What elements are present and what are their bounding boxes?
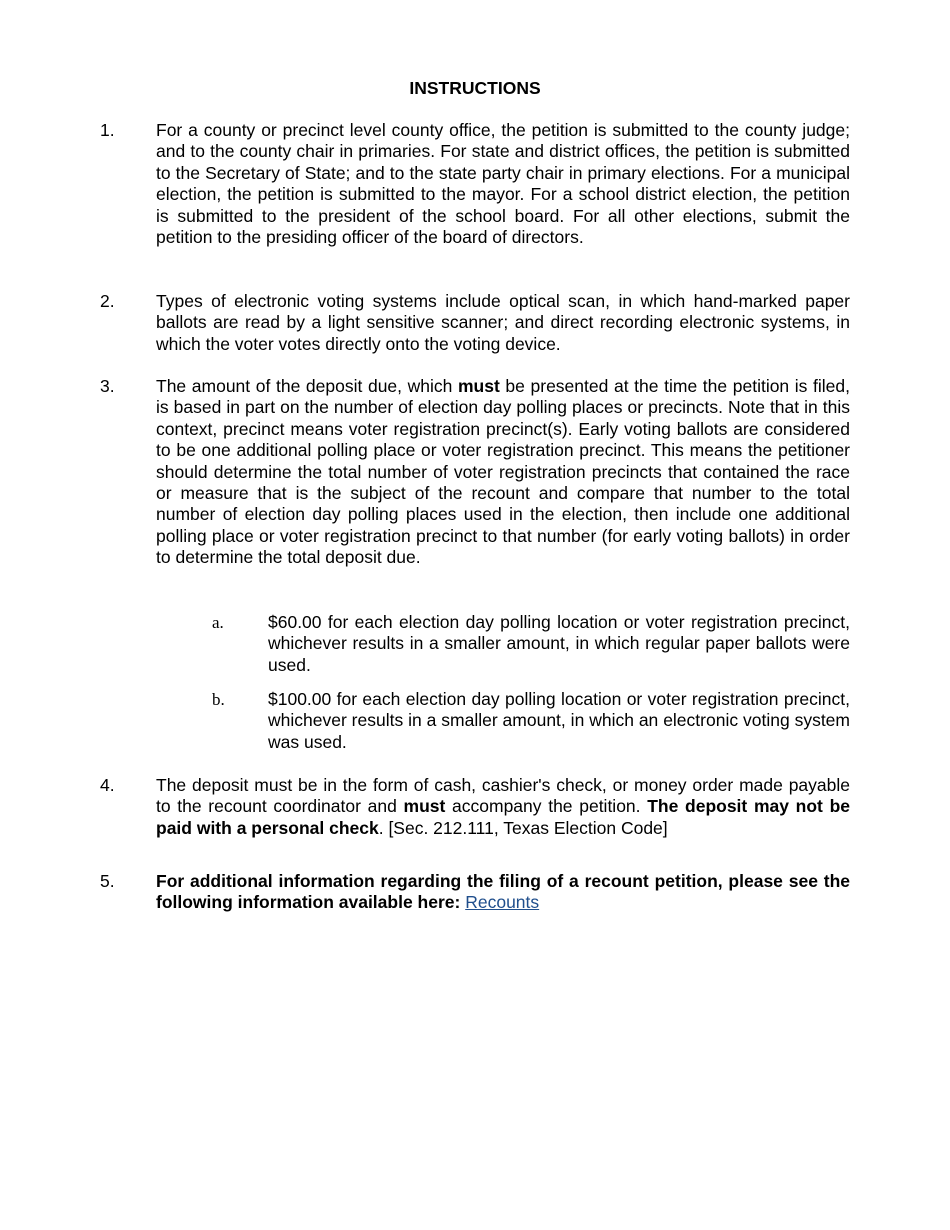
instruction-item-5 (100, 871, 850, 914)
item-text-part: be presented at the time the petition is filed, is based in part on the number of election day polling places or precincts. Note that in this context, precinct means voter registration precinct(s). Early voting ballots are considered to be one additional polling place or voter registration precinct. This means the petitioner should determine the total number of voter registration precincts that contained the race or measure that is the subject of the recount and compare that number to the total number of election day polling places used in the election, then include one additional polling place or voter registration precinct to that number (for early voting ballots) in order to determine the total deposit due. (156, 376, 851, 568)
deposit-subitem-b (212, 689, 850, 753)
deposit-subitem-a (212, 612, 850, 676)
emphasis-must: must (403, 796, 446, 817)
item-number: 4. (100, 775, 115, 795)
subitem-letter: b. (212, 690, 225, 709)
instruction-item-1 (100, 120, 850, 248)
item-text-part: The amount of the deposit due, which (156, 376, 458, 396)
item-text-part: The deposit must be in the form of cash, cashier's check, or money order made payable to the recount coordinator and (156, 775, 850, 817)
item-number: 2. (100, 291, 115, 311)
item-number: 1. (100, 120, 115, 140)
item-text-part: accompany the petition. (445, 796, 648, 817)
subitem-text: $100.00 for each election day polling location or voter registration precinct, whichever results in a smaller amount, in which an electronic voting system was used. (268, 689, 850, 752)
subitem-letter: a. (212, 613, 224, 632)
instruction-item-4 (100, 775, 850, 839)
item-text (156, 775, 850, 839)
item-text (156, 376, 850, 569)
item-text (156, 871, 850, 914)
page-title: INSTRUCTIONS (409, 78, 541, 98)
additional-info-text: For additional information regarding the filing of a recount petition, please see the following information available here: (156, 871, 850, 913)
emphasis-must: must (458, 376, 500, 396)
emphasis-no-personal-check: The deposit may not be paid with a personal check (156, 796, 850, 838)
recounts-link[interactable]: Recounts (465, 892, 540, 913)
subitem-text: $60.00 for each election day polling location or voter registration precinct, whichever results in a smaller amount, in which regular paper ballots were used. (268, 612, 850, 675)
item-text: For a county or precinct level county office, the petition is submitted to the county judge; and to the county chair in primaries. For state and district offices, the petition is submitted to the Secretary of State; and to the state party chair in primary elections. For a municipal election, the petition is submitted to the mayor. For a school district election, the petition is submitted to the president of the school board. For all other elections, submit the petition to the presiding officer of the board of directors. (156, 120, 850, 248)
item-number: 5. (100, 871, 115, 891)
item-text: Types of electronic voting systems include optical scan, in which hand-marked paper ballots are read by a light sensitive scanner; and direct recording electronic systems, in which the voter votes directly onto the voting device. (156, 291, 850, 354)
item-text-part: . [Sec. 212.111, Texas Election Code] (378, 817, 668, 838)
instruction-item-2 (100, 291, 850, 355)
instruction-item-3 (100, 376, 850, 569)
item-number: 3. (100, 376, 115, 396)
